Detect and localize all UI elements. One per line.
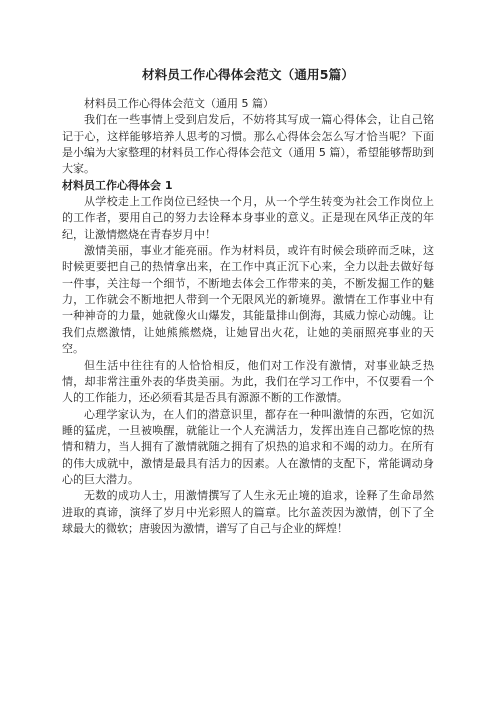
body-paragraph: 激情美丽，事业才能亮丽。作为材料员，或许有时候会琐碎而乏味，这时候更要把自己的热情拿出来，在工作中真正沉下心来，全力以赴去做好每一件事，关注每一个细节，不断地去体会工作带来的美，不断发掘工作的魅力，工作就会不断地把人带到一个无限风光的新境界。激情在工作事业中有一种神奇的力量，她就像火山爆发，其能量排山倒海，其威力惊心动魄。让我们点燃激情，让她熊熊燃烧，让她冒出火花，让她的美丽照亮事业的天空。 [62, 244, 434, 356]
body-paragraph: 从学校走上工作岗位已经快一个月，从一个学生转变为社会工作岗位上的工作者，要用自己的努力去诠释本身事业的意义。正是现在风华正茂的年纪，让激情燃烧在青春岁月中！ [62, 195, 434, 241]
document-subtitle: 材料员工作心得体会范文（通用 5 篇） [84, 97, 274, 110]
document-title: 材料员工作心得体会范文（通用5篇） [141, 67, 355, 82]
body-paragraph: 但生活中往往有的人恰恰相反，他们对工作没有激情，对事业缺乏热情，却非常注重外表的华贵美丽。为此，我们在学习工作中，不仅要看一个人的工作能力，还必须看其是否具有源源不断的工作激情。 [62, 358, 434, 405]
intro-paragraph: 我们在一些事情上受到启发后，不妨将其写成一篇心得体会，让自己铭记于心，这样能够培养人思考的习惯。那么心得体会怎么写才恰当呢？下面是小编为大家整理的材料员工作心得体会范文（通用 5 篇），希望能够帮助到大家。 [62, 113, 434, 176]
body-paragraph: 无数的成功人士，用激情撰写了人生永无止境的追求，诠释了生命昂然进取的真谛，演绎了岁月中光彩照人的篇章。比尔盖茨因为激情，创下了全球最大的微软；唐骏因为激情，谱写了自己与企业的辉煌！ [62, 489, 434, 535]
body-paragraph: 心理学家认为，在人们的潜意识里，都存在一种叫激情的东西，它如沉睡的猛虎，一旦被唤醒，就能让一个人充满活力，发挥出连自己都吃惊的热情和精力，当人拥有了激情就随之拥有了炽热的追求和不竭的动力。在所有的伟大成就中，激情是最具有活力的因素。人在激情的支配下，常能调动身心的巨大潜力。 [62, 407, 434, 486]
section-heading: 材料员工作心得体会 1 [62, 178, 173, 192]
